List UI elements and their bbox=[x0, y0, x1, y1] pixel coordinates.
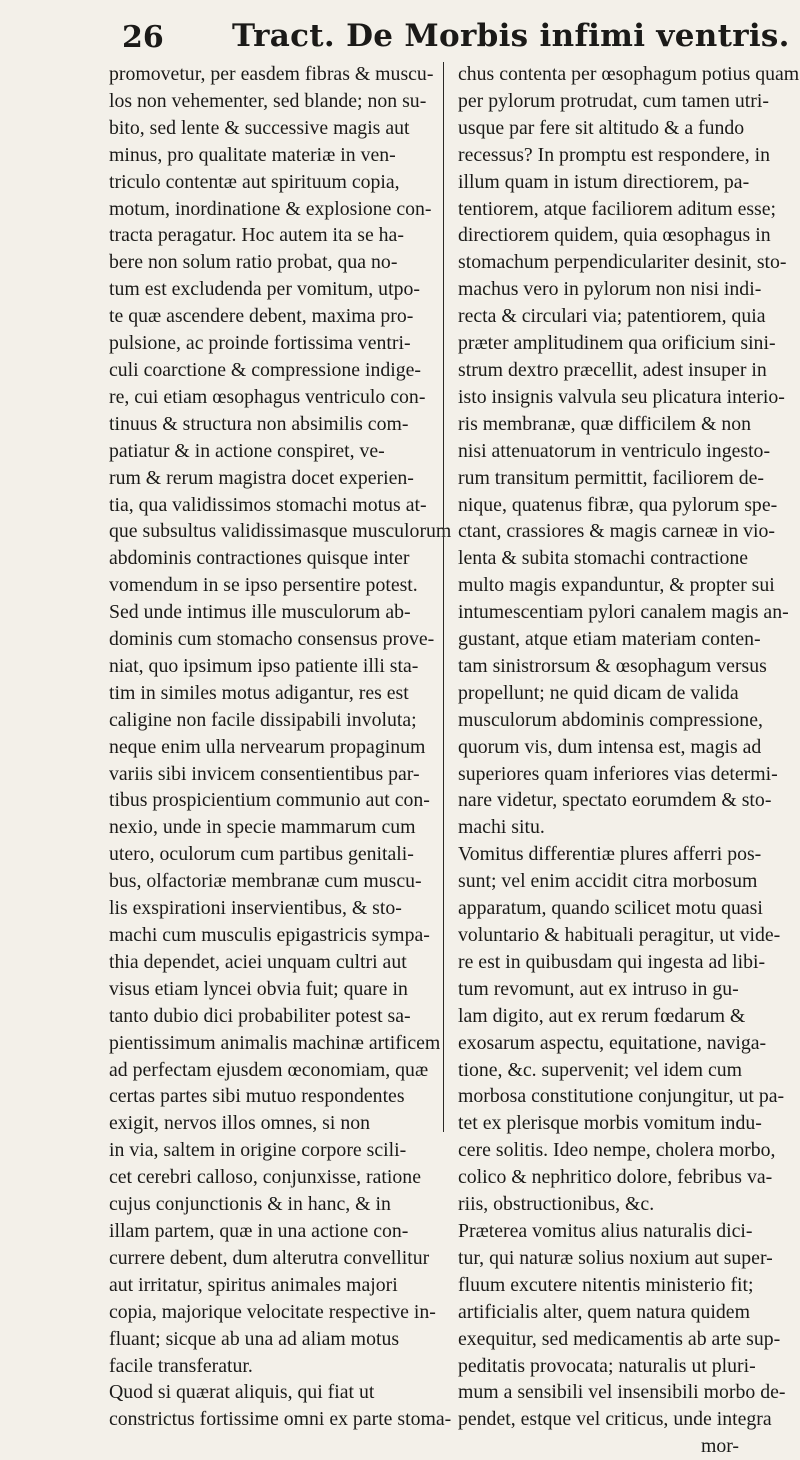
text-line: certas partes sibi mutuo respondentes bbox=[109, 1085, 405, 1108]
text-line: utero, oculorum cum partibus genitali- bbox=[109, 843, 414, 866]
text-line: multo magis expanduntur, & propter sui bbox=[458, 574, 775, 597]
text-line: triculo contentæ aut spirituum copia, bbox=[109, 170, 400, 193]
text-line: Vomitus differentiæ plures afferri pos- bbox=[458, 843, 762, 866]
text-line: quorum vis, dum intensa est, magis ad bbox=[458, 735, 762, 758]
text-line: tim in similes motus adigantur, res est bbox=[109, 681, 409, 704]
text-line: tur, qui naturæ solius noxium aut super- bbox=[458, 1246, 773, 1269]
text-line: intumescentiam pylori canalem magis an- bbox=[458, 601, 789, 624]
text-line: aut irritatur, spiritus animales majori bbox=[109, 1273, 398, 1296]
text-line: neque enim ulla nervearum propaginum bbox=[109, 735, 426, 758]
text-line: ris membranæ, quæ difficilem & non bbox=[458, 412, 752, 435]
text-line: tia, qua validissimos stomachi motus at- bbox=[109, 493, 427, 516]
text-line: patiatur & in actione conspiret, ve- bbox=[109, 439, 385, 462]
text-line: thia dependet, aciei unquam cultri aut bbox=[109, 950, 407, 973]
page-number: 26 bbox=[122, 20, 164, 55]
column-divider bbox=[443, 62, 444, 1132]
text-line: riis, obstructionibus, &c. bbox=[458, 1193, 655, 1216]
text-line: cere solitis. Ideo nempe, cholera morbo, bbox=[458, 1139, 776, 1162]
text-line: cet cerebri calloso, conjunxisse, ratione bbox=[109, 1166, 421, 1189]
text-line: re, cui etiam œsophagus ventriculo con- bbox=[109, 385, 426, 408]
text-line: usque par fere sit altitudo & a fundo bbox=[458, 116, 745, 139]
text-line: exosarum aspectu, equitatione, naviga- bbox=[458, 1031, 767, 1054]
text-line: bito, sed lente & successive magis aut bbox=[109, 116, 410, 139]
text-line: facile transferatur. bbox=[109, 1354, 253, 1377]
text-line: ad perfectam ejusdem œconomiam, quæ bbox=[109, 1058, 429, 1081]
text-line: los non vehementer, sed blande; non su- bbox=[109, 89, 427, 112]
text-line: vomendum in se ipso persentire potest. bbox=[109, 574, 418, 597]
text-line: tum est excludenda per vomitum, utpo- bbox=[109, 278, 420, 301]
text-line: propellunt; ne quid dicam de valida bbox=[458, 681, 739, 704]
text-line: bere non solum ratio probat, qua no- bbox=[109, 251, 398, 274]
text-line: strum dextro præcellit, adest insuper in bbox=[458, 358, 767, 381]
text-line: præter amplitudinem qua orificium sini- bbox=[458, 332, 776, 355]
text-line: tracta peragatur. Hoc autem ita se ha- bbox=[109, 224, 404, 247]
text-line: per pylorum protrudat, cum tamen utri- bbox=[458, 89, 769, 112]
text-line: tet ex plerisque morbis vomitum indu- bbox=[458, 1112, 762, 1135]
text-line: chus contenta per œsophagum potius quam bbox=[458, 63, 800, 85]
text-line: directiorem quidem, quia œsophagus in bbox=[458, 224, 771, 247]
text-line: copia, majorique velocitate respective in- bbox=[109, 1300, 436, 1323]
text-line: niat, quo ipsimum ipso patiente illi sta- bbox=[109, 654, 419, 677]
text-line: in via, saltem in origine corpore scili- bbox=[109, 1139, 407, 1162]
text-line: machus vero in pylorum non nisi indi- bbox=[458, 278, 762, 301]
text-line: nique, quatenus fibræ, qua pylorum spe- bbox=[458, 493, 778, 516]
text-line: variis sibi invicem consentientibus par- bbox=[109, 762, 420, 785]
running-head: Tract. De Morbis infimi ventris. bbox=[232, 18, 790, 54]
text-line: tum revomunt, aut ex intruso in gu- bbox=[458, 977, 739, 1000]
text-line: musculorum abdominis compressione, bbox=[458, 708, 763, 731]
text-line: culi coarctione & compressione indige- bbox=[109, 358, 421, 381]
text-line: machi situ. bbox=[458, 816, 545, 839]
text-line: lam digito, aut ex rerum fœdarum & bbox=[458, 1004, 746, 1027]
text-line: bus, olfactoriæ membranæ cum muscu- bbox=[109, 870, 422, 893]
text-line: isto insignis valvula seu plicatura interio- bbox=[458, 385, 785, 408]
text-line: nare videtur, spectato eorumdem & sto- bbox=[458, 789, 772, 812]
text-line: illam partem, quæ in una actione con- bbox=[109, 1219, 409, 1242]
text-line: recta & circulari via; patentiorem, quia bbox=[458, 305, 766, 328]
text-line: artificialis alter, quem natura quidem bbox=[458, 1300, 750, 1323]
text-line: minus, pro qualitate materiæ in ven- bbox=[109, 143, 396, 166]
text-line: Præterea vomitus alius naturalis dici- bbox=[458, 1219, 753, 1242]
text-line: dominis cum stomacho consensus prove- bbox=[109, 628, 435, 651]
text-line: fluant; sicque ab una ad aliam motus bbox=[109, 1327, 400, 1350]
text-line: re est in quibusdam qui ingesta ad libi- bbox=[458, 950, 766, 973]
text-line: te quæ ascendere debent, maxima pro- bbox=[109, 305, 414, 328]
text-line: sunt; vel enim accidit citra morbosum bbox=[458, 870, 758, 893]
text-line: tentiorem, atque faciliorem aditum esse; bbox=[458, 197, 777, 220]
text-line: pendet, estque vel criticus, unde integra bbox=[458, 1408, 772, 1431]
text-line: voluntario & habituali peragitur, ut vide- bbox=[458, 924, 781, 946]
text-line: recessus? In promptu est respondere, in bbox=[458, 143, 771, 166]
text-line: ctant, crassiores & magis carneæ in vio- bbox=[458, 520, 775, 543]
text-line: tinuus & structura non absimilis com- bbox=[109, 412, 409, 435]
catchword: mor- bbox=[700, 1435, 739, 1458]
text-line: cujus conjunctionis & in hanc, & in bbox=[109, 1193, 391, 1216]
text-line: tibus prospicientium communio aut con- bbox=[109, 789, 430, 812]
text-line: superiores quam inferiores vias determi- bbox=[458, 762, 778, 785]
text-line: nisi attenuatorum in ventriculo ingesto- bbox=[458, 439, 771, 462]
text-line: illum quam in istum directiorem, pa- bbox=[458, 170, 750, 193]
text-line: abdominis contractiones quisque inter bbox=[109, 547, 410, 570]
text-line: stomachum perpendiculariter desinit, sto- bbox=[458, 251, 787, 274]
text-line: Sed unde intimus ille musculorum ab- bbox=[109, 601, 411, 624]
text-line: apparatum, quando scilicet motu quasi bbox=[458, 897, 763, 920]
text-line: lenta & subita stomachi contractione bbox=[458, 547, 749, 570]
text-line: lis exspirationi inservientibus, & sto- bbox=[109, 897, 402, 920]
text-line: rum transitum permittit, faciliorem de- bbox=[458, 466, 764, 489]
text-line: caligine non facile dissipabili involuta; bbox=[109, 708, 417, 731]
page-header bbox=[0, 12, 800, 62]
text-line: exigit, nervos illos omnes, si non bbox=[109, 1112, 370, 1135]
right-text-column bbox=[458, 61, 800, 1460]
text-line: tione, &c. supervenit; vel idem cum bbox=[458, 1058, 743, 1081]
text-line: motum, inordinatione & explosione con- bbox=[109, 197, 432, 220]
text-line: rum & rerum magistra docet experien- bbox=[109, 466, 414, 489]
text-line: machi cum musculis epigastricis sympa- bbox=[109, 924, 430, 946]
text-line: exequitur, sed medicamentis ab arte sup- bbox=[458, 1327, 781, 1350]
text-line: morbosa constitutione conjungitur, ut pa- bbox=[458, 1085, 785, 1108]
text-line: pientissimum animalis machinæ artificem bbox=[109, 1031, 441, 1054]
text-line: tanto dubio dici probabiliter potest sa- bbox=[109, 1004, 411, 1027]
left-text-column bbox=[109, 61, 452, 1433]
text-line: fluum excutere nitentis ministerio fit; bbox=[458, 1273, 754, 1296]
text-line: Quod si quærat aliquis, qui fiat ut bbox=[109, 1381, 375, 1404]
text-line: constrictus fortissime omni ex parte stoma- bbox=[109, 1408, 452, 1431]
text-line: gustant, atque etiam materiam conten- bbox=[458, 628, 761, 651]
text-line: que subsultus validissimasque musculorum bbox=[109, 520, 452, 543]
text-line: peditatis provocata; naturalis ut pluri- bbox=[458, 1354, 756, 1377]
text-line: tam sinistrorsum & œsophagum versus bbox=[458, 654, 767, 677]
text-line: nexio, unde in specie mammarum cum bbox=[109, 816, 416, 839]
text-line: promovetur, per easdem fibras & muscu- bbox=[109, 63, 434, 85]
text-line: colico & nephritico dolore, febribus va- bbox=[458, 1166, 773, 1189]
text-line: pulsione, ac proinde fortissima ventri- bbox=[109, 332, 411, 355]
text-line: visus etiam lyncei obvia fuit; quare in bbox=[109, 977, 408, 1000]
text-line: currere debent, dum alterutra convellitur bbox=[109, 1246, 430, 1269]
text-line: mum a sensibili vel insensibili morbo de- bbox=[458, 1381, 786, 1404]
